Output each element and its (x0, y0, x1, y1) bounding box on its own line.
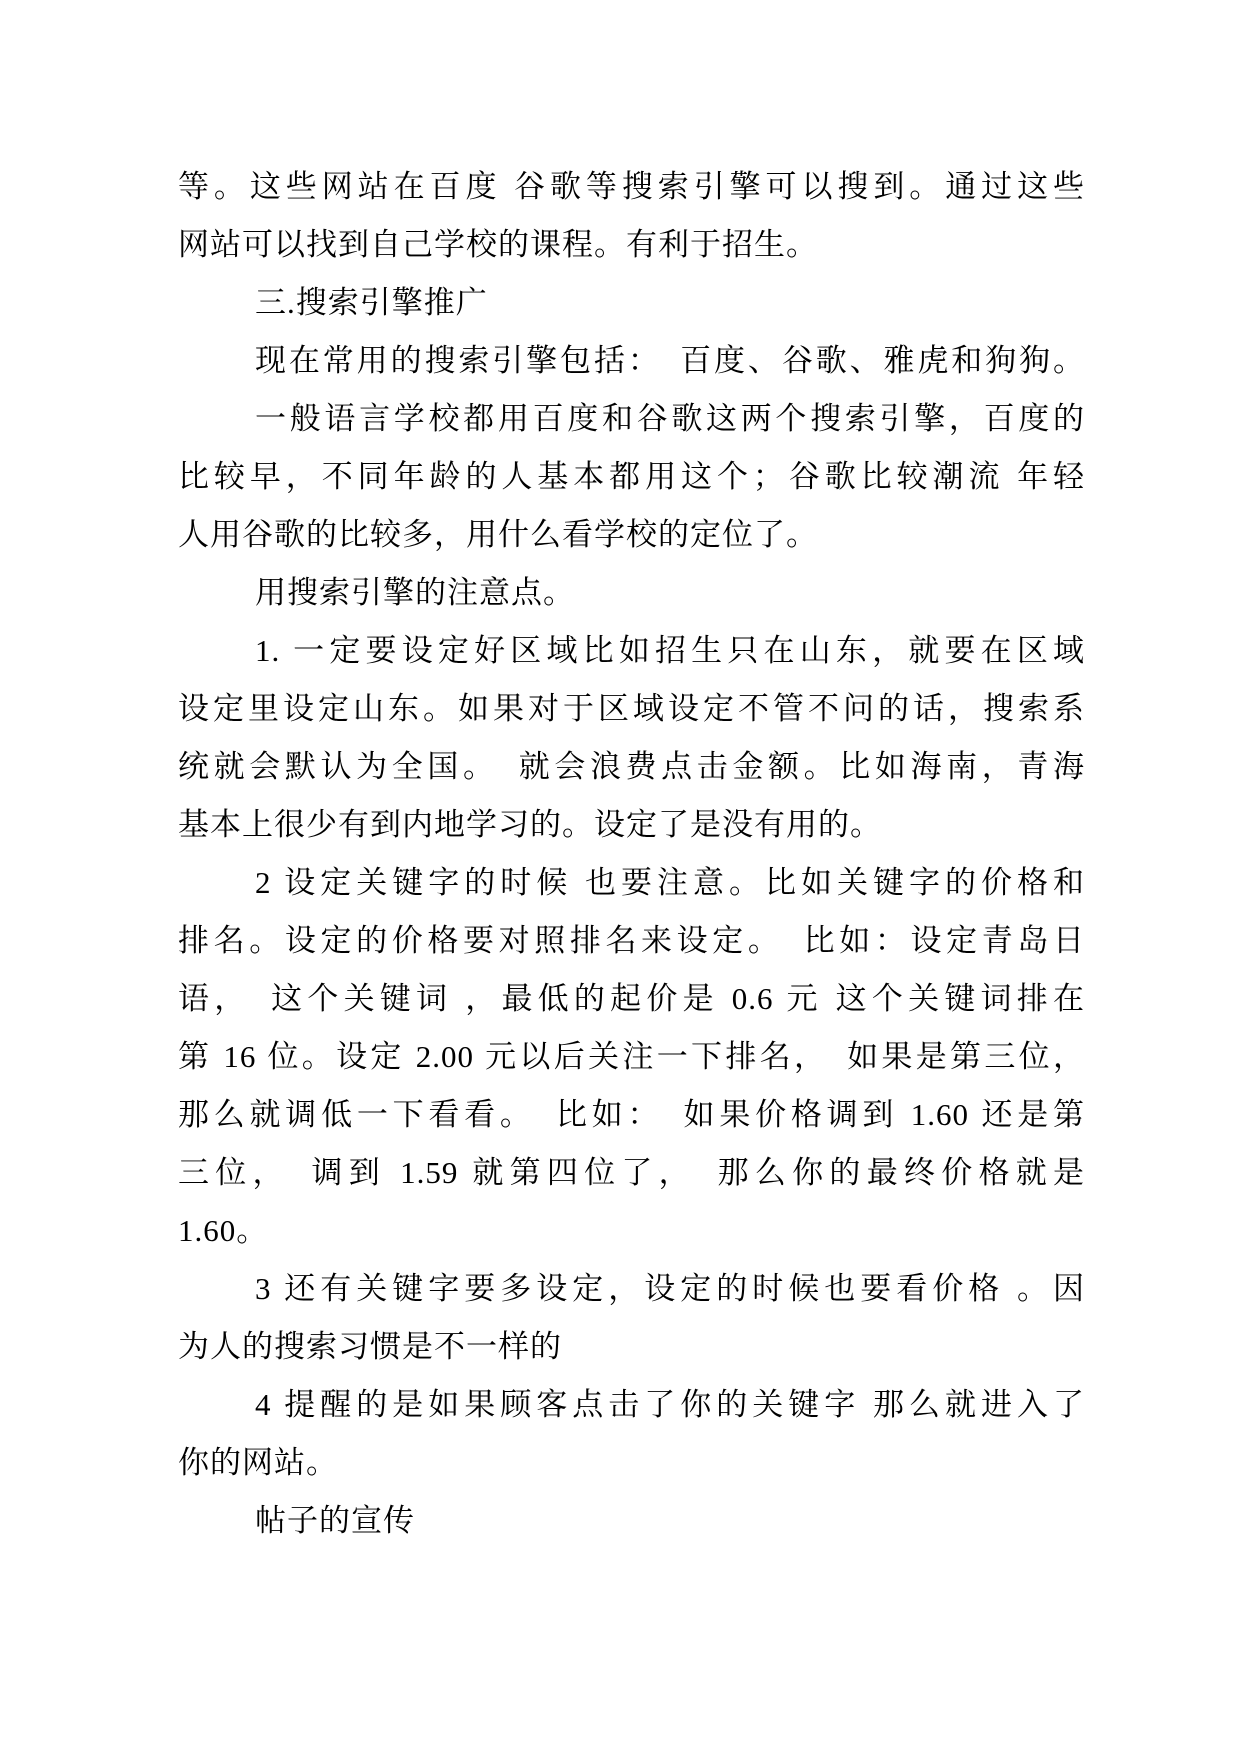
text-line: 三.搜索引擎推广 (255, 285, 488, 320)
text-line: 用搜索引擎的注意点。 (255, 575, 575, 610)
text-line: 为人的搜索习惯是不一样的 (178, 1329, 562, 1364)
text-line: 1. 一定要设定好区域比如招生只在山东，就要在区域 (255, 633, 1085, 668)
text-line: 2 设定关键字的时候 也要注意。比如关键字的价格和 (255, 865, 1085, 900)
text-line: 三位， 调到 1.59 就第四位了， 那么你的最终价格就是 (178, 1155, 1085, 1190)
text-line: 第 16 位。设定 2.00 元以后关注一下排名， 如果是第三位， (178, 1039, 1085, 1074)
text-line: 3 还有关键字要多设定，设定的时候也要看价格 。因 (255, 1271, 1085, 1306)
text-line: 排名。设定的价格要对照排名来设定。 比如：设定青岛日 (178, 923, 1085, 958)
text-line: 网站可以找到自己学校的课程。有利于招生。 (178, 227, 818, 262)
text-line: 等。这些网站在百度 谷歌等搜索引擎可以搜到。通过这些 (178, 169, 1085, 204)
text-line: 1.60。 (178, 1213, 269, 1248)
text-line: 统就会默认为全国。 就会浪费点击金额。比如海南，青海 (178, 749, 1085, 784)
text-line: 基本上很少有到内地学习的。设定了是没有用的。 (178, 807, 882, 842)
text-line: 你的网站。 (178, 1445, 338, 1480)
text-line: 比较早，不同年龄的人基本都用这个；谷歌比较潮流 年轻 (178, 459, 1085, 494)
text-line: 现在常用的搜索引擎包括： 百度、谷歌、雅虎和狗狗。 (255, 343, 1085, 378)
text-line: 那么就调低一下看看。 比如： 如果价格调到 1.60 还是第 (178, 1097, 1085, 1132)
text-line: 语， 这个关键词 ，最低的起价是 0.6 元 这个关键词排在 (178, 981, 1085, 1016)
text-line: 一般语言学校都用百度和谷歌这两个搜索引擎，百度的 (255, 401, 1085, 436)
text-line: 人用谷歌的比较多，用什么看学校的定位了。 (178, 517, 818, 552)
text-line: 设定里设定山东。如果对于区域设定不管不问的话，搜索系 (178, 691, 1085, 726)
text-block (178, 158, 1085, 1550)
text-line: 帖子的宣传 (255, 1503, 415, 1538)
text-line: 4 提醒的是如果顾客点击了你的关键字 那么就进入了 (255, 1387, 1085, 1422)
